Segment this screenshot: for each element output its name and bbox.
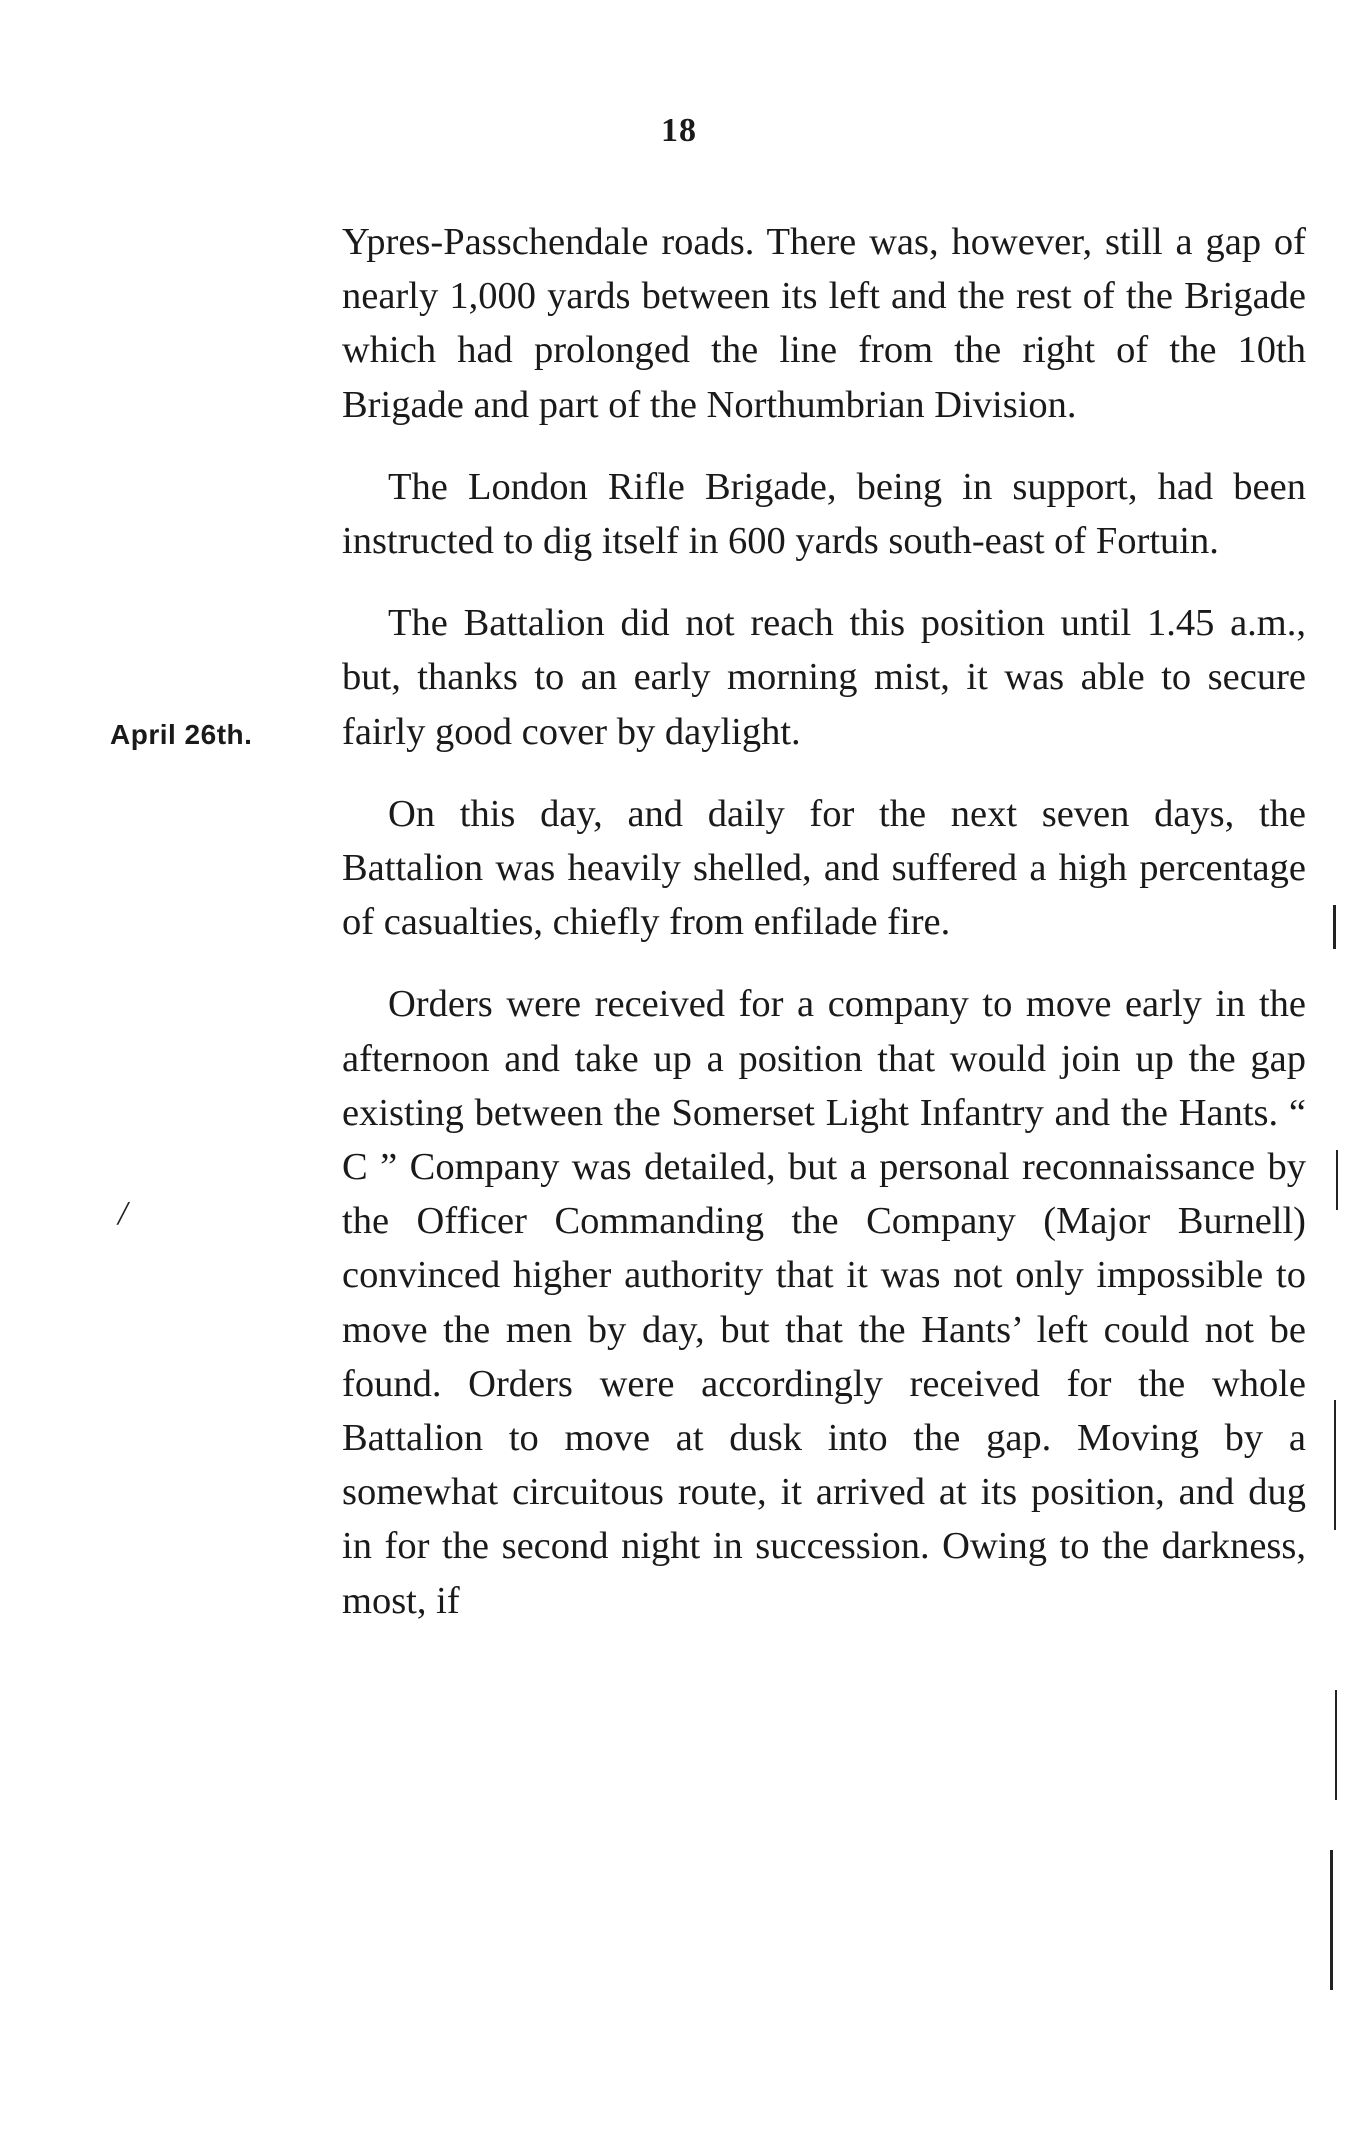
paragraph-london-rifle-brigade: The London Rifle Brigade, being in support, had been instructed to dig itself in 600 yards south-east of Fortuin.	[342, 465, 1306, 563]
paragraph-continuation: Ypres-Passchendale roads. There was, however, still a gap of nearly 1,000 yards between its left and the rest of the Brigade which had prolonged the line from the right of the 10th Brigade and part of the Northumbrian Division.	[342, 221, 1306, 426]
paragraph-orders: Orders were received for a company to move early in the afternoon and take up a position that would join up the gap existing between the Somerset Light Infantry and the Hants. “ C ” Company was detailed, but a personal reconnaissance by the Officer Commanding the Company (Major Burnell) convinced higher authority that it was not only impossible to move the men by day, but that the Hants’ left could not be found. Orders were accordingly received for the whole Battalion to move at dusk into the gap. Moving by a somewhat circuitous route, it arrived at its position, and dug in for the second night in succession. Owing to the darkness, most, if	[342, 983, 1306, 1622]
paragraph-battalion-position: The Battalion did not reach this position until 1.45 a.m., but, thanks to an early morning mist, it was able to secure fairly good cover by daylight.	[342, 602, 1306, 753]
paragraph-shelling: On this day, and daily for the next seven days, the Battalion was heavily shelled, and suffered a high percentage of casualties, chiefly from enfilade fire.	[342, 792, 1306, 944]
scan-stray-mark: /	[118, 1195, 128, 1232]
marginal-date-note: April 26th.	[110, 719, 253, 750]
scan-edge-mark	[1330, 1850, 1333, 1990]
body-text	[342, 215, 1306, 1656]
page-number: 18	[661, 112, 697, 149]
scan-edge-mark	[1333, 905, 1336, 949]
scan-edge-mark	[1335, 1690, 1337, 1800]
scan-edge-mark	[1334, 1400, 1336, 1530]
scan-edge-mark	[1336, 1150, 1338, 1210]
